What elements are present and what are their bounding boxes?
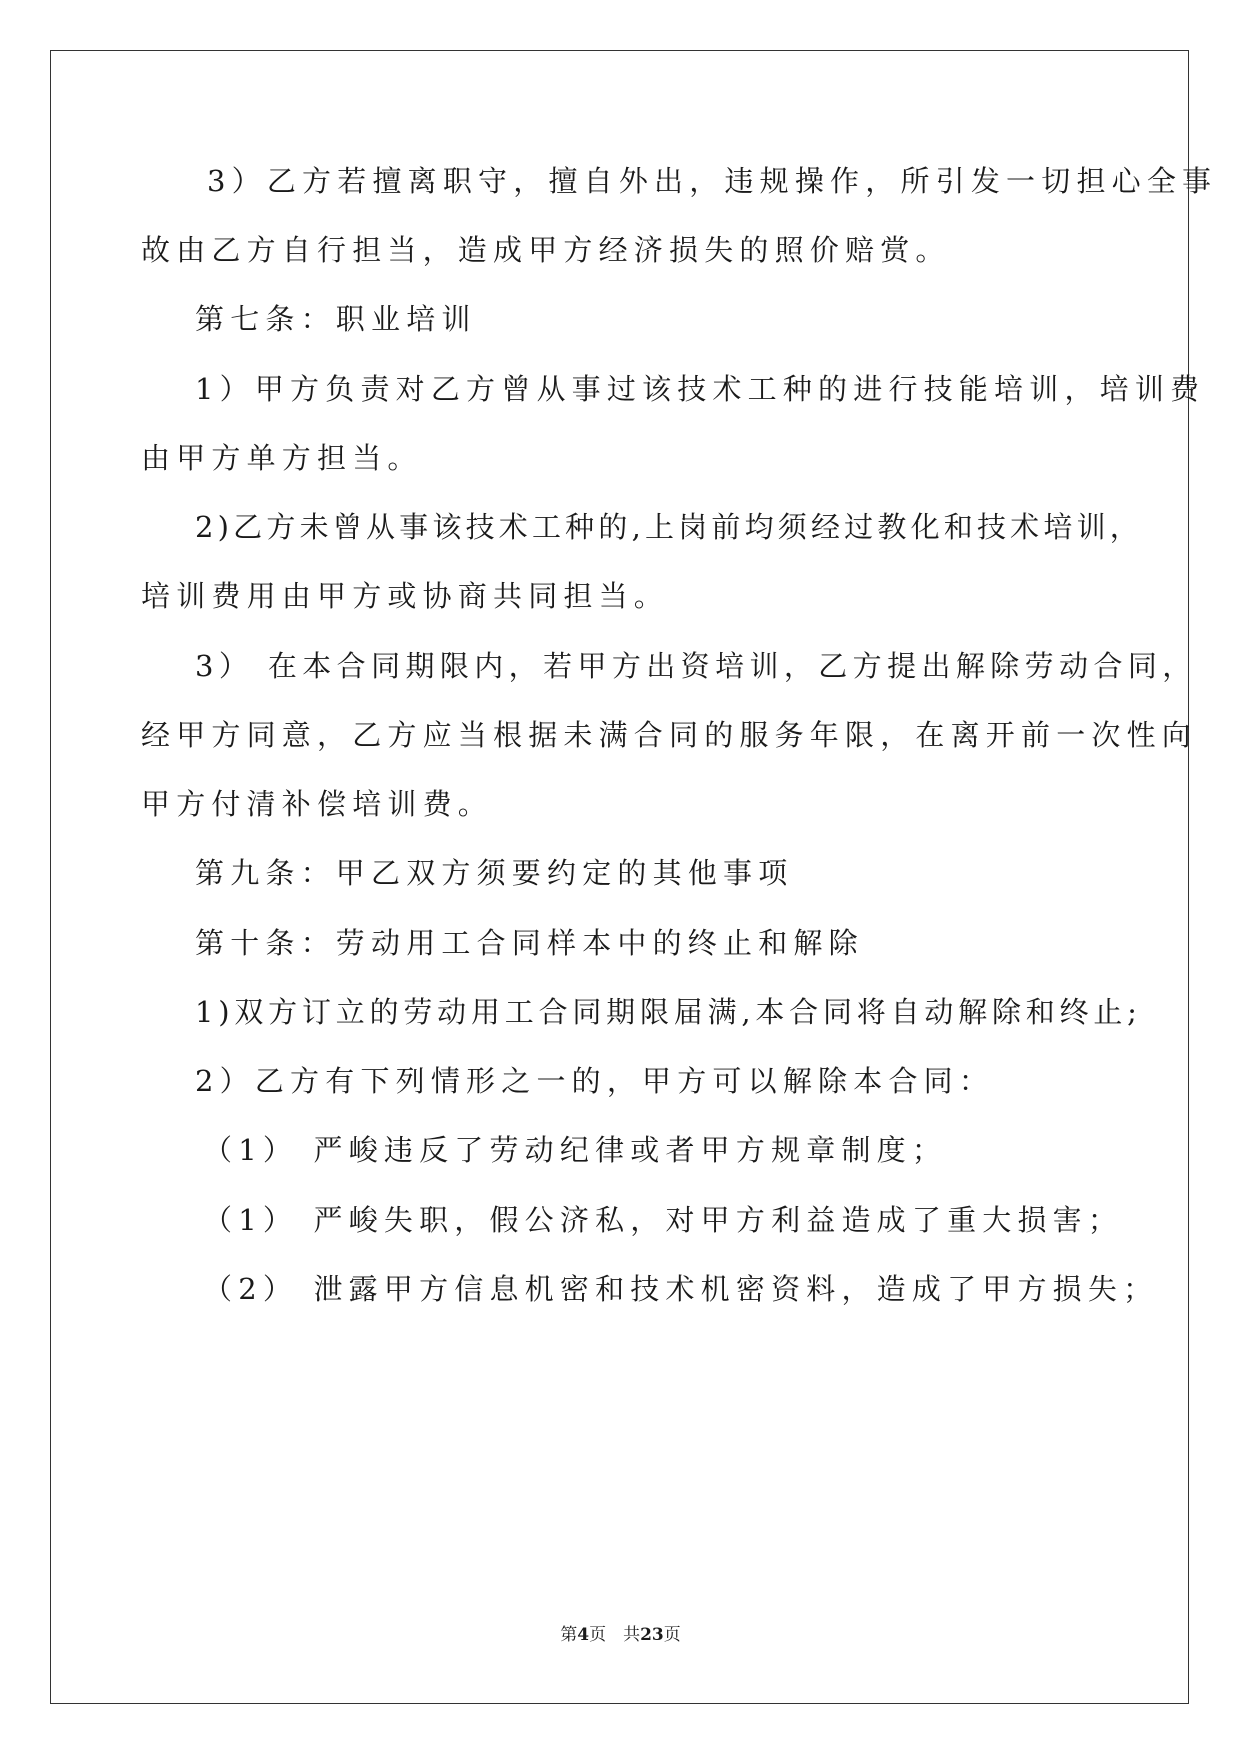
paragraph-line: 故由乙方自行担当，造成甲方经济损失的照价赔赏。: [141, 233, 951, 267]
paragraph-line: 2)乙方未曾从事该技术工种的,上岗前均须经过教化和技术培训，: [195, 510, 1143, 544]
page-footer: [0, 1620, 1241, 1645]
footer-middle: 页 共: [589, 1625, 641, 1645]
list-item: （1） 严峻失职，假公济私，对甲方利益造成了重大损害；: [203, 1203, 1124, 1237]
list-item: （2） 泄露甲方信息机密和技术机密资料，造成了甲方损失；: [203, 1272, 1159, 1306]
paragraph-line: 培训费用由甲方或协商共同担当。: [141, 579, 670, 613]
footer-prefix: 第: [560, 1625, 578, 1645]
paragraph-line: 1)双方订立的劳动用工合同期限届满,本合同将自动解除和终止;: [195, 995, 1142, 1029]
total-page-count: 23: [640, 1625, 664, 1645]
list-item: （1） 严峻违反了劳动纪律或者甲方规章制度；: [203, 1133, 948, 1167]
section-heading: 第九条：甲乙双方须要约定的其他事项: [195, 856, 794, 890]
paragraph-line: 由甲方单方担当。: [141, 441, 423, 475]
current-page-number: 4: [577, 1625, 590, 1645]
footer-suffix: 页: [663, 1625, 681, 1645]
section-heading: 第十条：劳动用工合同样本中的终止和解除: [195, 926, 864, 960]
paragraph-line: 3）乙方若擅离职守，擅自外出，违规操作，所引发一切担心全事: [207, 164, 1218, 198]
paragraph-line: 2）乙方有下列情形之一的，甲方可以解除本合同：: [195, 1064, 995, 1098]
section-heading: 第七条：职业培训: [195, 302, 477, 336]
paragraph-line: 甲方付清补偿培训费。: [141, 787, 494, 821]
paragraph-line: 经甲方同意，乙方应当根据未满合同的服务年限，在离开前一次性向: [141, 718, 1198, 752]
paragraph-line: 3） 在本合同期限内，若甲方出资培训，乙方提出解除劳动合同，: [195, 649, 1197, 683]
paragraph-line: 1）甲方负责对乙方曾从事过该技术工种的进行技能培训，培训费: [195, 372, 1206, 406]
